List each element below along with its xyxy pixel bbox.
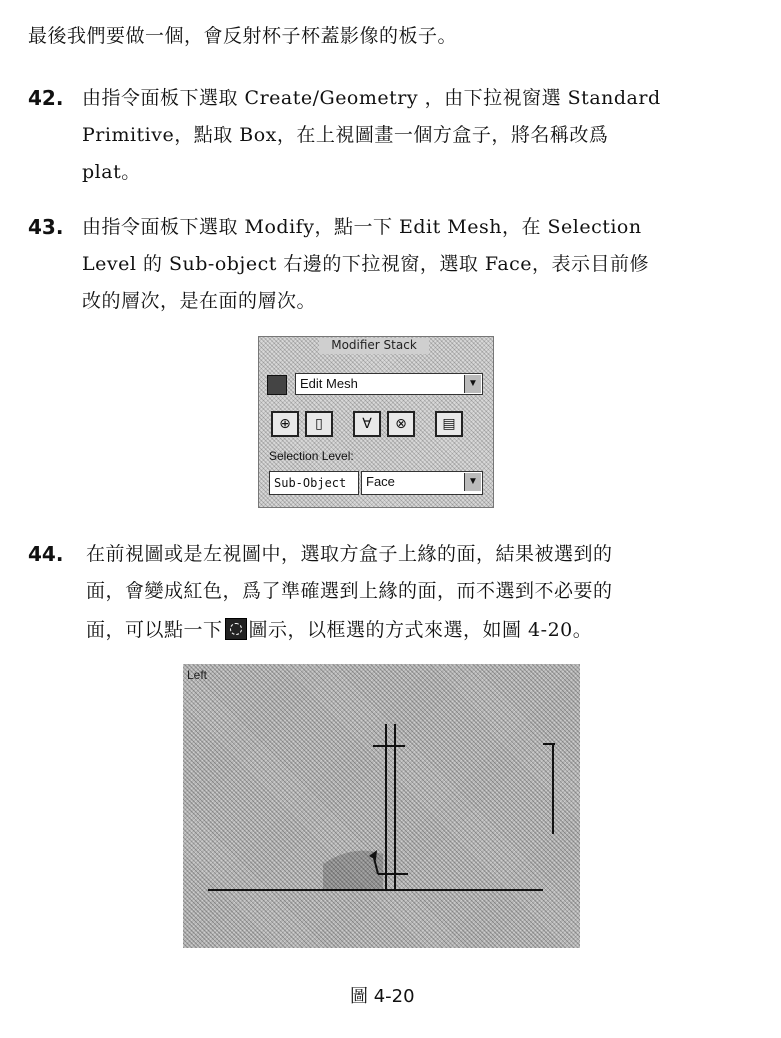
step-43-line-3: 改的層次，是在面的層次。 xyxy=(82,290,317,312)
step-42-line-3: plat。 xyxy=(82,161,141,183)
viewport-drawing xyxy=(183,664,580,948)
modifier-stack-title: Modifier Stack xyxy=(319,338,429,354)
step-44-number: 44. xyxy=(28,542,64,566)
chevron-down-icon[interactable]: ▼ xyxy=(464,375,481,393)
figure-caption: 圖 4-20 xyxy=(350,986,415,1007)
intro-text: 最後我們要做一個，會反射杯子杯蓋影像的板子。 xyxy=(28,25,458,47)
left-viewport-figure xyxy=(183,664,580,948)
region-select-icon xyxy=(225,618,247,640)
step-44-line-2: 面，會變成紅色，爲了準確選到上緣的面，而不選到不必要的 xyxy=(86,580,613,602)
step-44-line-3-before: 面，可以點一下 xyxy=(86,619,223,641)
step-42-number: 42. xyxy=(28,86,64,110)
selection-level-dropdown[interactable] xyxy=(361,471,483,495)
sub-object-button[interactable]: Sub-Object xyxy=(269,471,359,495)
modifier-stack-panel xyxy=(258,336,494,508)
pin-stack-icon[interactable] xyxy=(267,375,287,395)
configure-sets-button[interactable]: ▤ xyxy=(435,411,463,437)
selection-level-value: Face xyxy=(366,474,395,489)
step-44-line-1: 在前視圖或是左視圖中，選取方盒子上緣的面，結果被選到的 xyxy=(86,543,613,565)
remove-modifier-button[interactable]: ⊗ xyxy=(387,411,415,437)
viewport-label: Left xyxy=(187,668,208,682)
step-42-line-1: 由指令面板下選取 Create/Geometry ，由下拉視窗選 Standard xyxy=(82,87,661,109)
step-42-line-2: Primitive，點取 Box，在上視圖畫一個方盒子，將名稱改爲 xyxy=(82,124,609,146)
chevron-down-icon[interactable]: ▼ xyxy=(464,473,481,491)
step-44-line-3-after: 圖示，以框選的方式來選，如圖 4-20。 xyxy=(248,619,593,641)
modifier-dropdown-value: Edit Mesh xyxy=(300,376,358,391)
step-43-line-2: Level 的 Sub-object 右邊的下拉視窗，選取 Face，表示目前修 xyxy=(82,253,650,275)
pin-stack-button[interactable]: ⊕ xyxy=(271,411,299,437)
active-end-button[interactable]: ▯ xyxy=(305,411,333,437)
make-unique-button[interactable]: ∀ xyxy=(353,411,381,437)
step-44-line-3 xyxy=(86,618,592,642)
selection-level-label: Selection Level: xyxy=(269,449,354,463)
step-43-number: 43. xyxy=(28,215,64,239)
step-43-line-1: 由指令面板下選取 Modify，點一下 Edit Mesh，在 Selection xyxy=(82,216,642,238)
modifier-dropdown[interactable] xyxy=(295,373,483,395)
